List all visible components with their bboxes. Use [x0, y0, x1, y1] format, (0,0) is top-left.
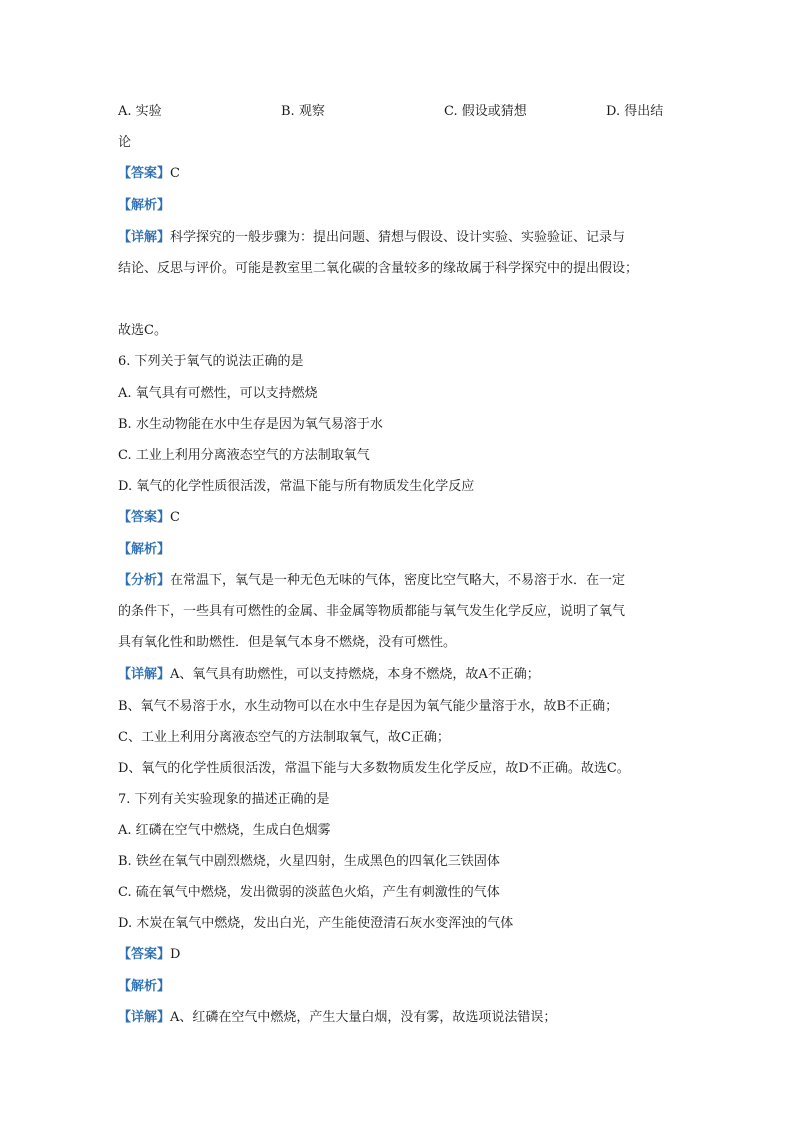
analysis-tag: 【解析】: [118, 979, 171, 994]
answer-tag: 【答案】: [118, 166, 171, 181]
q6-stem: 6. 下列关于氧气的说法正确的是: [118, 354, 304, 369]
detail-tag: 【详解】: [118, 1010, 171, 1025]
q6-analysis-tag: [118, 540, 170, 560]
q5-option-a: A. 实验: [118, 104, 162, 119]
q5-conclusion: 故选C。: [118, 323, 167, 338]
q6-option-b: B. 水生动物能在水中生存是因为氧气易溶于水: [118, 417, 383, 432]
detail-tag: 【详解】: [118, 230, 171, 245]
detail-text: 科学探究的一般步骤为：提出问题、猜想与假设、设计实验、实验验证、记录与: [170, 230, 626, 245]
q7-analysis-tag: [118, 977, 170, 997]
q6-answer: [118, 508, 180, 528]
fenxi-tag: 【分析】: [118, 573, 171, 588]
q7-stem: 7. 下列有关实验现象的描述正确的是: [118, 792, 330, 807]
q7-answer: [118, 945, 180, 965]
q5-answer: [118, 164, 180, 184]
q6-fenxi-line-1: [118, 571, 625, 591]
answer-tag: 【答案】: [118, 947, 171, 962]
detail-text: A、氧气具有助燃性，可以支持燃烧，本身不燃烧，故A不正确；: [170, 667, 540, 682]
q7-option-c: C. 硫在氧气中燃烧，发出微弱的淡蓝色火焰，产生有刺激性的气体: [118, 885, 500, 900]
fenxi-text: 在常温下，氧气是一种无色无味的气体，密度比空气略大，不易溶于水．在一定: [170, 573, 626, 588]
q7-option-b: B. 铁丝在氧气中剧烈燃烧，火星四射，生成黑色的四氧化三铁固体: [118, 854, 500, 869]
q5-detail-line: [118, 228, 625, 248]
q7-detail-line-1: [118, 1008, 556, 1028]
q6-detail-line-2: B、氧气不易溶于水，水生动物可以在水中生存是因为氧气能少量溶于水，故B不正确；: [118, 699, 619, 714]
q6-fenxi-line-2: 的条件下，一些具有可燃性的金属、非金属等物质都能与氧气发生化学反应，说明了氧气: [118, 604, 626, 619]
q7-option-d: D. 木炭在氧气中燃烧，发出白光，产生能使澄清石灰水变浑浊的气体: [118, 916, 514, 931]
q6-option-c: C. 工业上利用分离液态空气的方法制取氧气: [118, 448, 370, 463]
analysis-tag: 【解析】: [118, 198, 171, 213]
q5-option-d: D. 得出结: [606, 104, 664, 119]
answer-value: D: [170, 947, 181, 962]
q6-detail-line-3: C、工业上利用分离液态空气的方法制取氧气，故C正确；: [118, 730, 450, 745]
answer-value: C: [170, 166, 180, 181]
q6-fenxi-line-3: 具有氧化性和助燃性．但是氧气本身不燃烧，没有可燃性。: [118, 635, 457, 650]
q6-detail-line-1: [118, 665, 540, 685]
q6-option-d: D. 氧气的化学性质很活泼，常温下能与所有物质发生化学反应: [118, 479, 475, 494]
q5-option-b: B. 观察: [281, 104, 325, 119]
q5-option-d-wrap: 论: [118, 135, 132, 150]
answer-value: C: [170, 510, 180, 525]
analysis-tag: 【解析】: [118, 542, 171, 557]
detail-text: A、红磷在空气中燃烧，产生大量白烟，没有雾，故选项说法错误；: [170, 1010, 557, 1025]
detail-tag: 【详解】: [118, 667, 171, 682]
answer-tag: 【答案】: [118, 510, 171, 525]
q5-detail-line-2: 结论、反思与评价。可能是教室里二氧化碳的含量较多的缘故属于科学探究中的提出假设；: [118, 261, 639, 276]
q5-analysis-tag: [118, 196, 170, 216]
q7-option-a: A. 红磷在空气中燃烧，生成白色烟雾: [118, 823, 331, 838]
q5-option-c: C. 假设或猜想: [444, 104, 527, 119]
q6-detail-line-4: D、氧气的化学性质很活泼，常温下能与大多数物质发生化学反应，故D不正确。故选C。: [118, 761, 630, 776]
q6-option-a: A. 氧气具有可燃性，可以支持燃烧: [118, 386, 318, 401]
